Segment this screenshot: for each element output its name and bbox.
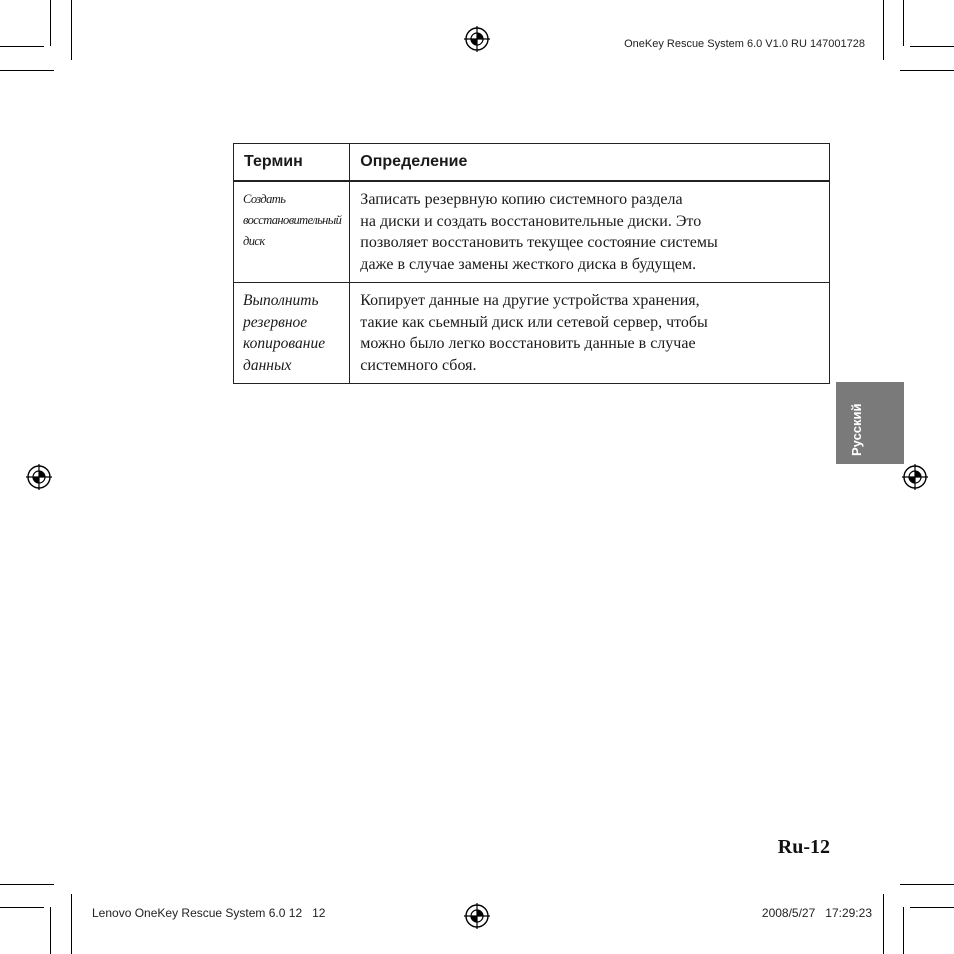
table-row: [234, 181, 830, 283]
crop-mark: [903, 907, 904, 954]
term-line: резервное: [243, 313, 308, 331]
crop-mark: [0, 907, 44, 908]
crop-mark: [883, 0, 884, 60]
crop-mark: [50, 907, 51, 954]
term-cell: [234, 181, 350, 283]
table-header-row: [234, 144, 830, 182]
registration-mark-icon: [464, 26, 490, 52]
term-line: копирование: [243, 335, 326, 352]
term-line: данных: [243, 356, 292, 374]
registration-mark-icon: [464, 903, 490, 929]
term-line: диск: [243, 234, 265, 248]
crop-mark: [0, 884, 54, 885]
footer-file-info: Lenovo OneKey Rescue System 6.0 12 12: [92, 906, 326, 920]
crop-mark: [0, 46, 44, 47]
registration-mark-icon: [26, 464, 52, 490]
crop-mark: [903, 0, 904, 46]
crop-mark: [71, 894, 72, 954]
definition-line: можно было легко восстановить данные в случае: [360, 335, 696, 352]
page-number: Ru-12: [777, 836, 830, 858]
term-line: восстановительный: [243, 213, 342, 227]
definition-line: Копирует данные на другие устройства хранения,: [360, 292, 700, 309]
language-tab: [836, 382, 904, 464]
language-tab-label: Русский: [849, 403, 864, 456]
registration-mark-icon: [902, 464, 928, 490]
crop-mark: [883, 894, 884, 954]
crop-mark: [900, 884, 954, 885]
crop-mark: [0, 70, 54, 71]
definition-cell: [350, 283, 830, 384]
term-line: Создать: [243, 192, 286, 206]
term-line: Выполнить: [243, 292, 319, 309]
definition-line: даже в случае замены жесткого диска в будущем.: [360, 255, 697, 273]
table-row: [234, 283, 830, 384]
header-code: OneKey Rescue System 6.0 V1.0 RU 147001728: [624, 38, 865, 50]
definition-line: позволяет восстановить текущее состояние системы: [360, 234, 718, 251]
definition-line: такие как сьемный диск или сетевой сервер, чтобы: [360, 313, 708, 331]
crop-mark: [910, 46, 954, 47]
crop-mark: [910, 907, 954, 908]
definition-line: Записать резервную копию системного раздела: [360, 191, 683, 208]
definition-cell: [350, 181, 830, 283]
terms-table: [233, 143, 830, 384]
crop-mark: [71, 0, 72, 60]
crop-mark: [900, 70, 954, 71]
term-cell: [234, 283, 350, 384]
crop-mark: [50, 0, 51, 46]
column-header-term: Термин: [234, 144, 350, 182]
footer-timestamp: 2008/5/27 17:29:23: [761, 906, 872, 920]
column-header-definition: Определение: [350, 144, 830, 182]
definition-line: на диски и создать восстановительные диски. Это: [360, 212, 702, 230]
definition-line: системного сбоя.: [360, 356, 477, 374]
